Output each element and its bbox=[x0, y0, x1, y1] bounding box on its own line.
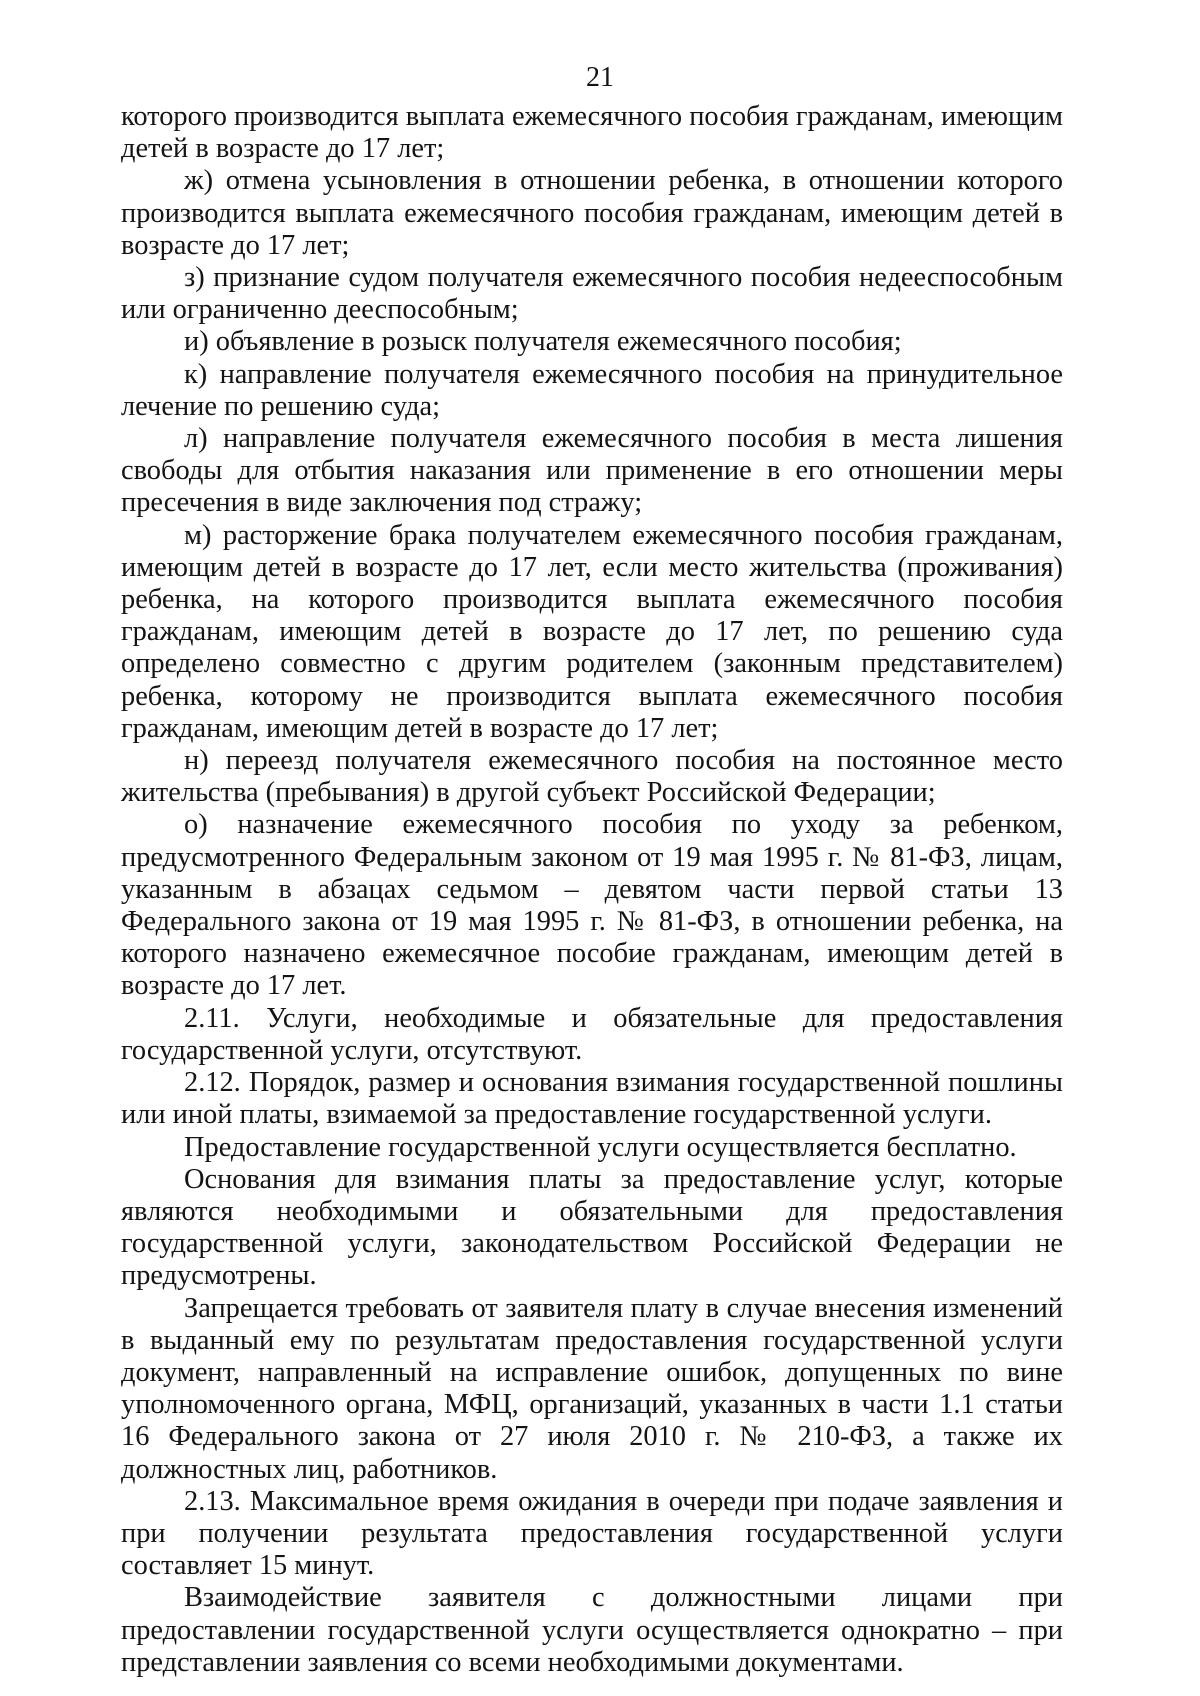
paragraph-continuation: которого производится выплата ежемесячного пособия гражданам, имеющим детей в возрасте до 17 лет; bbox=[121, 101, 1063, 165]
paragraph-item-l: л) направление получателя ежемесячного пособия в места лишения свободы для отбытия наказания или применение в его отношении меры пресечения в виде заключения под стражу; bbox=[121, 423, 1063, 519]
paragraph-2-11: 2.11. Услуги, необходимые и обязательные для предоставления государственной услуги, отсутствуют. bbox=[121, 1002, 1063, 1066]
paragraph-item-i: и) объявление в розыск получателя ежемесячного пособия; bbox=[184, 326, 902, 358]
document-body bbox=[121, 101, 1063, 1679]
paragraph-item-m: м) расторжение брака получателем ежемесячного пособия гражданам, имеющим детей в возрасте до 17 лет, если место жительства (проживания) ребенка, на которого производится выплата ежемесячного пособия гражданам, имеющим детей в возрасте до 17 лет, по решению суда определено совместно с другим родителем (законным представителем) ребенка, которому не производится выплата ежемесячного пособия гражданам, имеющим детей в возрасте до 17 лет; bbox=[121, 519, 1063, 744]
paragraph-2-13: 2.13. Максимальное время ожидания в очереди при подаче заявления и при получении результата предоставления государственной услуги составляет 15 минут. bbox=[121, 1485, 1063, 1582]
paragraph-item-zh: ж) отмена усыновления в отношении ребенка, в отношении которого производится выплата ежемесячного пособия гражданам, имеющим детей в возрасте до 17 лет; bbox=[121, 165, 1063, 261]
paragraph-item-k: к) направление получателя ежемесячного пособия на принудительное лечение по решению суда; bbox=[121, 358, 1063, 422]
paragraph-2-12: 2.12. Порядок, размер и основания взимания государственной пошлины или иной платы, взимаемой за предоставление государственной услуги. bbox=[121, 1067, 1063, 1131]
paragraph-fee-grounds: Основания для взимания платы за предоставление услуг, которые являются необходимыми и обязательными для предоставления государственной услуги, законодательством Российской Федерации не предусмотрены. bbox=[121, 1163, 1063, 1292]
paragraph-item-z: з) признание судом получателя ежемесячного пособия недееспособным или ограниченно дееспособным; bbox=[121, 262, 1063, 326]
paragraph-free-service: Предоставление государственной услуги осуществляется бесплатно. bbox=[184, 1131, 1017, 1163]
paragraph-item-o: о) назначение ежемесячного пособия по уходу за ребенком, предусмотренного Федеральным законом от 19 мая 1995 г. № 81-ФЗ, лицам, указанным в абзацах седьмом – девятом части первой статьи 13 Федерального закона от 19 мая 1995 г. № 81-ФЗ, в отношении ребенка, на которого назначено ежемесячное пособие гражданам, имеющим детей в возрасте до 17 лет. bbox=[121, 809, 1063, 1002]
page-number: 21 bbox=[586, 62, 614, 93]
paragraph-interaction: Взаимодействие заявителя с должностными лицами при предоставлении государственной услуги осуществляется однократно – при представлении заявления со всеми необходимыми документами. bbox=[121, 1582, 1063, 1678]
paragraph-item-n: н) переезд получателя ежемесячного пособия на постоянное место жительства (пребывания) в другой субъект Российской Федерации; bbox=[121, 745, 1063, 809]
paragraph-fee-prohibition: Запрещается требовать от заявителя плату в случае внесения изменений в выданный ему по результатам предоставления государственной услуги документ, направленный на исправление ошибок, допущенных по вине уполномоченного органа, МФЦ, организаций, указанных в части 1.1 статьи 16 Федерального закона от 27 июля 2010 г. № 210-ФЗ, а также их должностных лиц, работников. bbox=[121, 1292, 1063, 1485]
